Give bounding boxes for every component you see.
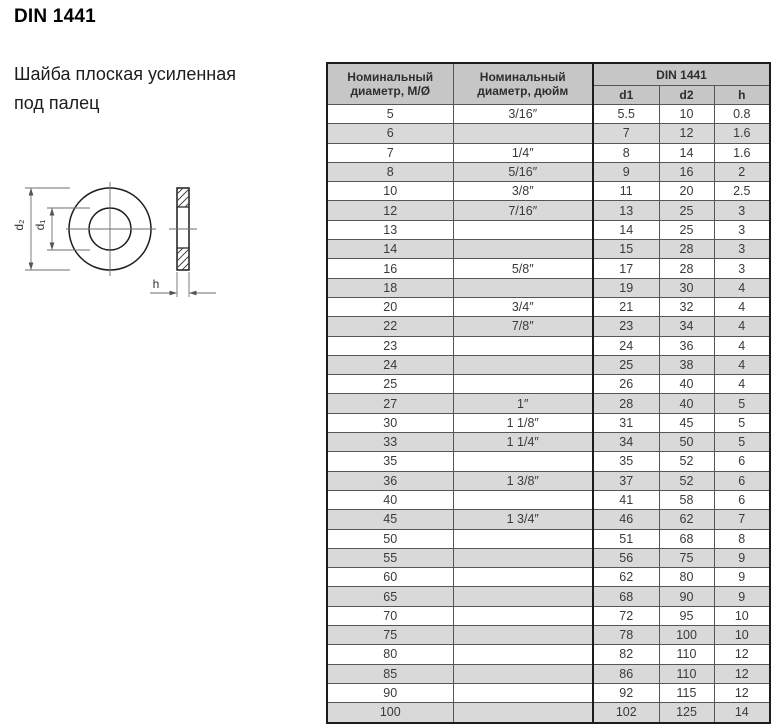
arrow-left-icon <box>189 291 197 296</box>
table-cell: 4 <box>714 297 770 316</box>
table-cell: 5/16″ <box>453 162 593 181</box>
table-cell: 4 <box>714 375 770 394</box>
table-cell: 34 <box>593 433 659 452</box>
side-section-view <box>169 188 197 270</box>
table-cell: 26 <box>593 375 659 394</box>
table-cell: 4 <box>714 336 770 355</box>
table-cell: 12 <box>714 683 770 702</box>
arrow-down-icon <box>50 243 55 251</box>
table-cell: 2.5 <box>714 182 770 201</box>
table-cell: 3 <box>714 259 770 278</box>
table-header <box>327 63 770 105</box>
table-cell: 38 <box>659 355 714 374</box>
table-row <box>327 490 770 509</box>
table-row <box>327 162 770 181</box>
table-cell <box>453 683 593 702</box>
table-cell: 65 <box>327 587 453 606</box>
page-title: DIN 1441 <box>14 6 96 27</box>
table-row <box>327 240 770 259</box>
table-cell: 24 <box>327 355 453 374</box>
table-cell: 8 <box>593 143 659 162</box>
table-cell: 3/16″ <box>453 105 593 124</box>
table-cell: 25 <box>659 220 714 239</box>
table-row <box>327 317 770 336</box>
table-cell: 95 <box>659 606 714 625</box>
table-cell: 9 <box>714 587 770 606</box>
table-cell: 110 <box>659 664 714 683</box>
table-cell: 20 <box>659 182 714 201</box>
table-row <box>327 471 770 490</box>
table-row <box>327 626 770 645</box>
table-cell <box>453 124 593 143</box>
table-cell: 31 <box>593 413 659 432</box>
table-cell: 70 <box>327 606 453 625</box>
table-row <box>327 124 770 143</box>
table-cell: 46 <box>593 510 659 529</box>
dimension-label-d2: d₂ <box>12 219 26 231</box>
table-row <box>327 413 770 432</box>
table-cell: 14 <box>327 240 453 259</box>
table-cell: 1″ <box>453 394 593 413</box>
table-cell: 5 <box>714 413 770 432</box>
table-cell: 14 <box>593 220 659 239</box>
table-cell: 75 <box>659 548 714 567</box>
table-cell: 100 <box>327 703 453 723</box>
table-cell: 11 <box>593 182 659 201</box>
table-cell: 1.6 <box>714 124 770 143</box>
table-cell <box>453 355 593 374</box>
table-row <box>327 297 770 316</box>
arrow-down-icon <box>29 263 34 271</box>
table-cell <box>453 664 593 683</box>
table-cell <box>453 375 593 394</box>
table-cell: 27 <box>327 394 453 413</box>
table-cell: 23 <box>327 336 453 355</box>
table-cell: 6 <box>714 490 770 509</box>
page-subtitle <box>14 60 236 118</box>
table-cell: 5/8″ <box>453 259 593 278</box>
table-cell: 19 <box>593 278 659 297</box>
front-view <box>66 182 156 276</box>
table-cell: 28 <box>659 240 714 259</box>
table-cell <box>453 240 593 259</box>
table-cell: 85 <box>327 664 453 683</box>
subtitle-line-2: под палец <box>14 93 100 113</box>
table-cell: 22 <box>327 317 453 336</box>
arrow-up-icon <box>50 208 55 216</box>
table-cell: 12 <box>714 645 770 664</box>
table-cell: 36 <box>659 336 714 355</box>
header-h: h <box>714 86 770 105</box>
table-row <box>327 182 770 201</box>
table-cell: 7/8″ <box>453 317 593 336</box>
table-cell: 78 <box>593 626 659 645</box>
header-nominal-inch: Номинальный диаметр, дюйм <box>453 63 593 105</box>
table-cell: 5 <box>714 433 770 452</box>
table-cell: 10 <box>327 182 453 201</box>
table-cell: 60 <box>327 568 453 587</box>
table-cell: 21 <box>593 297 659 316</box>
table-cell: 28 <box>593 394 659 413</box>
table-cell: 12 <box>714 664 770 683</box>
table-cell <box>453 548 593 567</box>
table-row <box>327 259 770 278</box>
table-row <box>327 664 770 683</box>
table-row <box>327 587 770 606</box>
table-row <box>327 510 770 529</box>
table-cell: 86 <box>593 664 659 683</box>
washer-technical-drawing <box>0 160 260 310</box>
table-cell: 3 <box>714 220 770 239</box>
table-cell: 10 <box>714 626 770 645</box>
table-cell: 55 <box>327 548 453 567</box>
table-cell: 16 <box>327 259 453 278</box>
table-cell: 14 <box>659 143 714 162</box>
table-cell: 56 <box>593 548 659 567</box>
hatch-top <box>177 188 189 207</box>
table-cell <box>453 568 593 587</box>
table-cell: 10 <box>714 606 770 625</box>
table-row <box>327 529 770 548</box>
table-cell: 75 <box>327 626 453 645</box>
table-cell: 33 <box>327 433 453 452</box>
table-cell: 16 <box>659 162 714 181</box>
table-cell: 23 <box>593 317 659 336</box>
table-cell: 62 <box>593 568 659 587</box>
table-cell: 30 <box>659 278 714 297</box>
table-cell: 100 <box>659 626 714 645</box>
table-cell: 1/4″ <box>453 143 593 162</box>
table-cell <box>453 278 593 297</box>
table-cell <box>453 645 593 664</box>
header-din-group: DIN 1441 <box>593 63 770 86</box>
table-row <box>327 645 770 664</box>
table-cell: 9 <box>714 568 770 587</box>
table-cell: 24 <box>593 336 659 355</box>
table-cell: 40 <box>659 375 714 394</box>
table-row <box>327 336 770 355</box>
table-cell: 36 <box>327 471 453 490</box>
table-cell: 9 <box>593 162 659 181</box>
dimension-d2 <box>25 188 70 270</box>
table-row <box>327 394 770 413</box>
table-cell: 12 <box>327 201 453 220</box>
table-cell: 90 <box>659 587 714 606</box>
table-cell: 35 <box>593 452 659 471</box>
dimension-label-h: h <box>152 277 160 291</box>
table-cell: 7 <box>327 143 453 162</box>
table-cell: 80 <box>659 568 714 587</box>
table-row <box>327 452 770 471</box>
table-cell: 68 <box>593 587 659 606</box>
table-cell: 25 <box>593 355 659 374</box>
table-cell <box>453 606 593 625</box>
table-cell: 110 <box>659 645 714 664</box>
table-row <box>327 703 770 723</box>
table-cell: 8 <box>327 162 453 181</box>
table-cell: 28 <box>659 259 714 278</box>
hatch-bottom <box>177 248 189 270</box>
table-cell: 6 <box>327 124 453 143</box>
table-row <box>327 375 770 394</box>
table-cell: 8 <box>714 529 770 548</box>
table-cell: 15 <box>593 240 659 259</box>
table-cell: 0.8 <box>714 105 770 124</box>
table-cell: 17 <box>593 259 659 278</box>
table-cell: 115 <box>659 683 714 702</box>
table-cell: 58 <box>659 490 714 509</box>
table-row <box>327 105 770 124</box>
table-cell: 13 <box>327 220 453 239</box>
table-cell: 41 <box>593 490 659 509</box>
table-cell: 52 <box>659 452 714 471</box>
table-cell: 3 <box>714 240 770 259</box>
table-cell: 25 <box>659 201 714 220</box>
table-cell: 90 <box>327 683 453 702</box>
arrow-right-icon <box>170 291 178 296</box>
table-cell: 1 1/8″ <box>453 413 593 432</box>
table-cell: 40 <box>659 394 714 413</box>
table-cell: 68 <box>659 529 714 548</box>
table-cell: 3 <box>714 201 770 220</box>
table-cell: 30 <box>327 413 453 432</box>
table-row <box>327 355 770 374</box>
table-cell: 9 <box>714 548 770 567</box>
table-cell: 51 <box>593 529 659 548</box>
table-cell: 50 <box>659 433 714 452</box>
table-cell: 5.5 <box>593 105 659 124</box>
table-cell: 7 <box>593 124 659 143</box>
table-cell: 4 <box>714 317 770 336</box>
header-d2: d2 <box>659 86 714 105</box>
table-cell: 14 <box>714 703 770 723</box>
table-cell: 5 <box>327 105 453 124</box>
table-cell: 72 <box>593 606 659 625</box>
table-row <box>327 606 770 625</box>
din-1441-size-table <box>326 62 771 724</box>
table-cell: 7 <box>714 510 770 529</box>
table-cell: 1 3/4″ <box>453 510 593 529</box>
arrow-up-icon <box>29 188 34 196</box>
table-cell <box>453 336 593 355</box>
table-cell: 34 <box>659 317 714 336</box>
table-cell: 3/4″ <box>453 297 593 316</box>
table-cell: 12 <box>659 124 714 143</box>
table-cell: 102 <box>593 703 659 723</box>
table-cell: 4 <box>714 278 770 297</box>
table-cell: 45 <box>659 413 714 432</box>
table-cell: 92 <box>593 683 659 702</box>
table-body <box>327 105 770 723</box>
table-cell: 45 <box>327 510 453 529</box>
table-cell: 3/8″ <box>453 182 593 201</box>
table-row <box>327 220 770 239</box>
table-cell <box>453 529 593 548</box>
table-cell: 40 <box>327 490 453 509</box>
table-cell: 1 3/8″ <box>453 471 593 490</box>
table-row <box>327 433 770 452</box>
table-cell: 2 <box>714 162 770 181</box>
table-cell: 37 <box>593 471 659 490</box>
table-cell <box>453 490 593 509</box>
table-cell: 80 <box>327 645 453 664</box>
table-cell: 52 <box>659 471 714 490</box>
table-cell <box>453 220 593 239</box>
table-cell: 125 <box>659 703 714 723</box>
table-cell: 62 <box>659 510 714 529</box>
table-cell: 10 <box>659 105 714 124</box>
table-cell: 6 <box>714 471 770 490</box>
table-cell: 13 <box>593 201 659 220</box>
table-cell: 1 1/4″ <box>453 433 593 452</box>
table-row <box>327 548 770 567</box>
table-cell <box>453 703 593 723</box>
table-cell: 7/16″ <box>453 201 593 220</box>
table-cell <box>453 587 593 606</box>
table-row <box>327 201 770 220</box>
table-cell <box>453 452 593 471</box>
table-row <box>327 143 770 162</box>
table-cell: 25 <box>327 375 453 394</box>
subtitle-line-1: Шайба плоская усиленная <box>14 64 236 84</box>
table-cell: 1.6 <box>714 143 770 162</box>
header-d1: d1 <box>593 86 659 105</box>
table-cell: 18 <box>327 278 453 297</box>
table-row <box>327 568 770 587</box>
table-cell: 82 <box>593 645 659 664</box>
table-cell: 35 <box>327 452 453 471</box>
header-nominal-metric: Номинальный диаметр, M/Ø <box>327 63 453 105</box>
dimension-h <box>150 272 216 297</box>
table-cell: 50 <box>327 529 453 548</box>
table-cell: 5 <box>714 394 770 413</box>
table-cell: 6 <box>714 452 770 471</box>
table-row <box>327 683 770 702</box>
table-cell <box>453 626 593 645</box>
table-cell: 20 <box>327 297 453 316</box>
table-cell: 4 <box>714 355 770 374</box>
table-cell: 32 <box>659 297 714 316</box>
dimension-label-d1: d₁ <box>33 219 47 231</box>
table-row <box>327 278 770 297</box>
